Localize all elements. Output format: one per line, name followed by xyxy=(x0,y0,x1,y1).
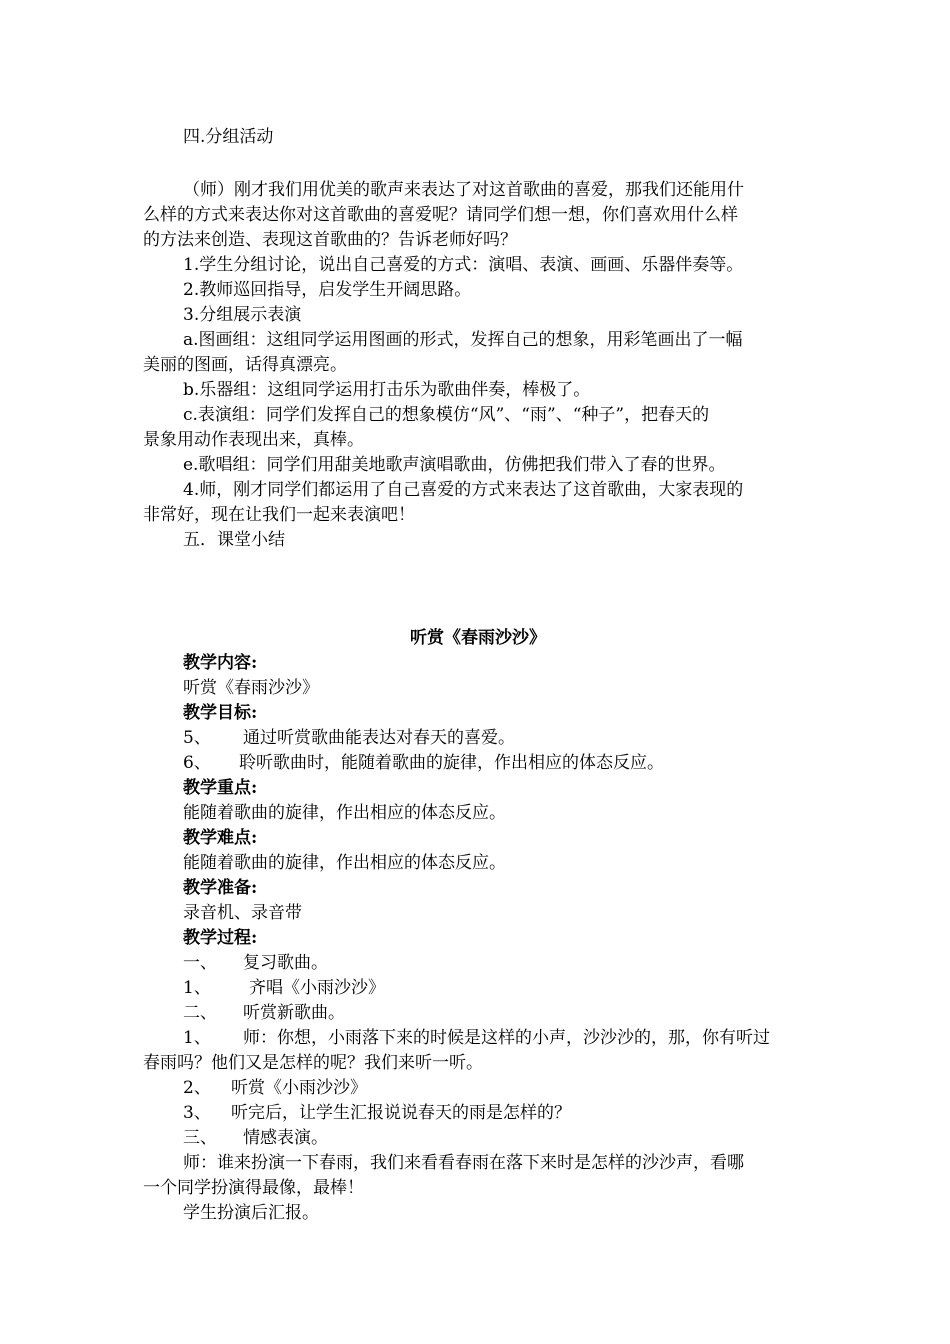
student-report: 学生扮演后汇报。 xyxy=(183,1203,319,1223)
group-b: b.乐器组：这组同学运用打击乐为歌曲伴奏，棒极了。 xyxy=(183,380,591,400)
process-step-2-2 xyxy=(183,1076,813,1101)
group-c-line-2: 景象用动作表现出来，真棒。 xyxy=(143,430,364,450)
step-text: 复习歌曲。 xyxy=(243,953,328,973)
section4-item-3: 3.分组展示表演 xyxy=(183,305,302,325)
step-text: 情感表演。 xyxy=(243,1128,328,1148)
section4-item-2: 2.教师巡回指导，启发学生开阔思路。 xyxy=(183,280,472,300)
prep-text: 录音机、录音带 xyxy=(183,903,302,923)
section4-heading: 四.分组活动 xyxy=(183,127,274,147)
group-c-line-1: c.表演组：同学们发挥自己的想象模仿“风”、“雨”、“种子”，把春天的 xyxy=(183,405,710,425)
step-text: 齐唱《小雨沙沙》 xyxy=(249,978,385,998)
step-num: 1、 xyxy=(183,1028,211,1048)
goal-num: 5、 xyxy=(183,728,211,748)
process-step-2-3 xyxy=(183,1101,813,1126)
section4-intro-line-1: （师）刚才我们用优美的歌声来表达了对这首歌曲的喜爱，那我们还能用什 xyxy=(183,180,744,200)
goal-text: 聆听歌曲时，能随着歌曲的旋律，作出相应的体态反应。 xyxy=(239,753,664,773)
step-num: 1、 xyxy=(183,978,211,998)
step-num: 三、 xyxy=(183,1128,217,1148)
step-num: 二、 xyxy=(183,1003,217,1023)
process-step-3 xyxy=(183,1126,813,1151)
step-text: 听完后，让学生汇报说说春天的雨是怎样的？ xyxy=(231,1103,571,1123)
step-num: 一、 xyxy=(183,953,217,973)
process-step-1-1 xyxy=(183,976,813,1001)
prep-label: 教学准备: xyxy=(183,878,258,898)
process-step-2-1-line-2: 春雨吗？他们又是怎样的呢？我们来听一听。 xyxy=(143,1053,483,1073)
process-label: 教学过程: xyxy=(183,928,258,948)
goal-num: 6、 xyxy=(183,753,211,773)
key-text: 能随着歌曲的旋律，作出相应的体态反应。 xyxy=(183,803,506,823)
goal-text: 通过听赏歌曲能表达对春天的喜爱。 xyxy=(243,728,515,748)
content-text: 听赏《春雨沙沙》 xyxy=(183,678,319,698)
group-e: e.歌唱组：同学们用甜美地歌声演唱歌曲，仿佛把我们带入了春的世界。 xyxy=(183,455,726,475)
section4-intro-line-2: 么样的方式来表达你对这首歌曲的喜爱呢？请同学们想一想，你们喜欢用什么样 xyxy=(143,205,738,225)
step-num: 3、 xyxy=(183,1103,211,1123)
section5-heading: 五．课堂小结 xyxy=(183,530,285,550)
teacher-line-1: 师：谁来扮演一下春雨，我们来看看春雨在落下来时是怎样的沙沙声，看哪 xyxy=(183,1153,744,1173)
goal-item-1 xyxy=(183,726,813,751)
process-step-2-1-line-1 xyxy=(183,1026,813,1051)
key-label: 教学重点: xyxy=(183,778,258,798)
process-step-1 xyxy=(183,951,813,976)
step-text: 听赏新歌曲。 xyxy=(243,1003,345,1023)
item-4-line-2: 非常好，现在让我们一起来表演吧！ xyxy=(143,505,415,525)
lesson-title: 听赏《春雨沙沙》 xyxy=(410,628,546,648)
step-text: 听赏《小雨沙沙》 xyxy=(231,1078,367,1098)
difficulty-text: 能随着歌曲的旋律，作出相应的体态反应。 xyxy=(183,853,506,873)
step-text: 师：你想，小雨落下来的时候是这样的小声，沙沙沙的，那，你有听过 xyxy=(243,1028,770,1048)
goals-label: 教学目标: xyxy=(183,703,258,723)
item-4-line-1: 4.师，刚才同学们都运用了自己喜爱的方式来表达了这首歌曲，大家表现的 xyxy=(183,480,744,500)
step-num: 2、 xyxy=(183,1078,211,1098)
teacher-line-2: 一个同学扮演得最像，最棒！ xyxy=(143,1178,364,1198)
process-step-2 xyxy=(183,1001,813,1026)
group-a-line-1: a.图画组：这组同学运用图画的形式，发挥自己的想象，用彩笔画出了一幅 xyxy=(183,330,743,350)
group-a-line-2: 美丽的图画，话得真漂亮。 xyxy=(143,355,347,375)
section4-intro-line-3: 的方法来创造、表现这首歌曲的？告诉老师好吗？ xyxy=(143,230,517,250)
difficulty-label: 教学难点: xyxy=(183,828,258,848)
goal-item-2 xyxy=(183,751,813,776)
content-label: 教学内容: xyxy=(183,653,258,673)
section4-item-1: 1.学生分组讨论，说出自己喜爱的方式：演唱、表演、画画、乐器伴奏等。 xyxy=(183,255,744,275)
